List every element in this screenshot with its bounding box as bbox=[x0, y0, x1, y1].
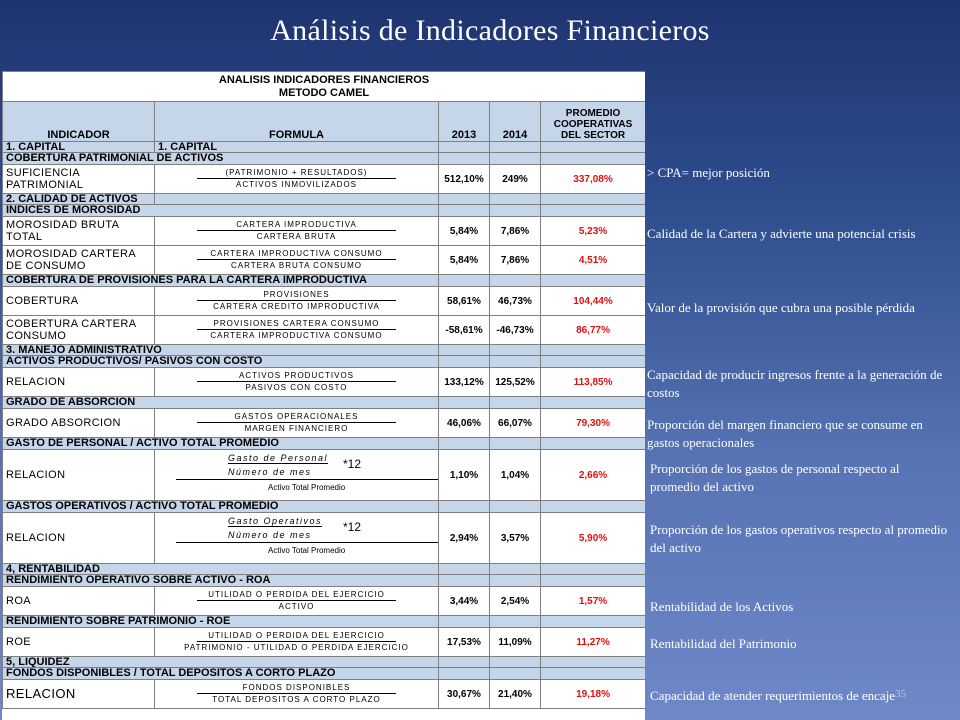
value-2014: 1,04% bbox=[490, 450, 541, 501]
section-calidad: 2. CALIDAD DE ACTIVOS bbox=[3, 194, 155, 205]
formula-cell bbox=[155, 246, 439, 275]
indicator-name: RELACION bbox=[3, 513, 155, 564]
col-header-2014: 2014 bbox=[490, 102, 541, 142]
col-header-promedio: PROMEDIO COOPERATIVAS DEL SECTOR bbox=[541, 102, 646, 142]
indicator-name: GRADO ABSORCION bbox=[3, 409, 155, 438]
camel-table-sheet bbox=[2, 71, 645, 720]
value-promedio: 5,90% bbox=[541, 513, 646, 564]
section-liquidez: 5, LIQUIDEZ bbox=[3, 657, 439, 668]
value-2014: 21,40% bbox=[490, 680, 541, 709]
value-2014: 7,86% bbox=[490, 217, 541, 246]
note-liquidez: Capacidad de atender requerimientos de encaje bbox=[650, 688, 896, 703]
col-header-2013: 2013 bbox=[439, 102, 490, 142]
formula-denominator: CARTERA IMPRODUCTIVA CONSUMO bbox=[210, 331, 383, 340]
formula-cell bbox=[155, 165, 439, 194]
formula-cell bbox=[155, 316, 439, 345]
formula-numerator: UTILIDAD O PERDIDA DEL EJERCICIO bbox=[208, 631, 385, 640]
value-promedio: 2,66% bbox=[541, 450, 646, 501]
camel-table bbox=[2, 71, 645, 709]
indicator-name: COBERTURA CARTERA CONSUMO bbox=[3, 316, 155, 345]
value-2014: 11,09% bbox=[490, 628, 541, 657]
formula-denominator: PASIVOS CON COSTO bbox=[245, 383, 348, 392]
note-gasto-personal: Proporción de los gastos de personal respecto al promedio del activo bbox=[650, 461, 900, 494]
value-2014: 7,86% bbox=[490, 246, 541, 275]
indicator-name: RELACION bbox=[3, 368, 155, 397]
value-2013: 512,10% bbox=[439, 165, 490, 194]
value-2013: 3,44% bbox=[439, 587, 490, 616]
note-provisiones: Valor de la provisión que cubra una posible pérdida bbox=[647, 300, 915, 315]
note-capital: > CPA= mejor posición bbox=[647, 165, 770, 180]
value-promedio: 113,85% bbox=[541, 368, 646, 397]
formula-numerator: PROVISIONES bbox=[263, 290, 330, 299]
value-2013: 133,12% bbox=[439, 368, 490, 397]
formula-cell bbox=[155, 409, 439, 438]
value-2013: 30,67% bbox=[439, 680, 490, 709]
value-promedio: 337,08% bbox=[541, 165, 646, 194]
col-header-indicador: INDICADOR bbox=[3, 102, 155, 142]
indicator-name: MOROSIDAD CARTERA DE CONSUMO bbox=[3, 246, 155, 275]
indicator-name: RELACION bbox=[3, 680, 155, 709]
formula-cell bbox=[155, 513, 439, 564]
group-absorcion: GRADO DE ABSORCION bbox=[3, 397, 439, 409]
formula-months: Número de mes bbox=[228, 467, 312, 477]
formula-numerator: (PATRIMONIO + RESULTADOS) bbox=[225, 168, 368, 177]
formula-cell bbox=[155, 368, 439, 397]
note-gastos-operativos: Proporción de los gastos operativos respecto al promedio del activo bbox=[650, 522, 948, 555]
value-promedio: 104,44% bbox=[541, 287, 646, 316]
value-2013: -58,61% bbox=[439, 316, 490, 345]
formula-cell bbox=[155, 287, 439, 316]
value-2013: 1,10% bbox=[439, 450, 490, 501]
value-2013: 5,84% bbox=[439, 217, 490, 246]
group-provisiones: COBERTURA DE PROVISIONES PARA LA CARTERA IMPRODUCTIVA bbox=[3, 275, 439, 287]
formula-cell bbox=[155, 450, 439, 501]
group-gasto-personal: GASTO DE PERSONAL / ACTIVO TOTAL PROMEDIO bbox=[3, 438, 439, 450]
formula-numerator: Gasto Operativos bbox=[228, 516, 323, 526]
section-rentabilidad: 4, RENTABILIDAD bbox=[3, 564, 439, 575]
indicator-name: ROE bbox=[3, 628, 155, 657]
formula-numerator: UTILIDAD O PERDIDA DEL EJERCICIO bbox=[208, 590, 385, 599]
formula-denominator: TOTAL DEPOSITOS A CORTO PLAZO bbox=[212, 695, 381, 704]
formula-denominator: ACTIVOS INMOVILIZADOS bbox=[235, 180, 357, 189]
value-promedio: 1,57% bbox=[541, 587, 646, 616]
group-roe: RENDIMIENTO SOBRE PATRIMONIO - ROE bbox=[3, 616, 439, 628]
formula-denominator: MARGEN FINANCIERO bbox=[244, 424, 349, 433]
formula-numerator: FONDOS DISPONIBLES bbox=[242, 683, 351, 692]
indicator-name: ROA bbox=[3, 587, 155, 616]
formula-months: Número de mes bbox=[228, 530, 312, 540]
value-2014: 2,54% bbox=[490, 587, 541, 616]
value-promedio: 19,18% bbox=[541, 680, 646, 709]
formula-numerator: CARTERA IMPRODUCTIVA bbox=[236, 220, 357, 229]
formula-denominator: Activo Total Promedio bbox=[268, 546, 346, 555]
group-cobertura-patrimonial: COBERTURA PATRIMONIAL DE ACTIVOS bbox=[3, 153, 439, 165]
value-2014: 249% bbox=[490, 165, 541, 194]
formula-cell bbox=[155, 628, 439, 657]
page-number: 35 bbox=[895, 688, 906, 700]
formula-denominator: PATRIMONIO - UTILIDAD O PERDIDA EJERCICIO bbox=[184, 643, 409, 652]
section-capital: 1. CAPITAL bbox=[3, 142, 155, 153]
value-promedio: 5,23% bbox=[541, 217, 646, 246]
formula-numerator: Gasto de Personal bbox=[228, 453, 329, 463]
formula-denominator: Activo Total Promedio bbox=[268, 483, 346, 492]
value-2013: 5,84% bbox=[439, 246, 490, 275]
note-roe: Rentabilidad del Patrimonio bbox=[650, 636, 797, 651]
value-2013: 46,06% bbox=[439, 409, 490, 438]
indicator-name: COBERTURA bbox=[3, 287, 155, 316]
group-gastos-operativos: GASTOS OPERATIVOS / ACTIVO TOTAL PROMEDIO bbox=[3, 501, 439, 513]
formula-numerator: CARTERA IMPRODUCTIVA CONSUMO bbox=[210, 249, 383, 258]
col-header-formula: FORMULA bbox=[155, 102, 439, 142]
value-promedio: 79,30% bbox=[541, 409, 646, 438]
value-promedio: 11,27% bbox=[541, 628, 646, 657]
section-capital-formula: 1. CAPITAL bbox=[155, 142, 439, 153]
note-activos-productivos: Capacidad de producir ingresos frente a la generación de costos bbox=[647, 367, 943, 400]
group-activos-productivos: ACTIVOS PRODUCTIVOS/ PASIVOS CON COSTO bbox=[3, 356, 439, 368]
table-subheading: METODO CAMEL bbox=[3, 87, 646, 102]
group-morosidad: INDICES DE MOROSIDAD bbox=[3, 205, 439, 217]
slide-title: Análisis de Indicadores Financieros bbox=[270, 14, 710, 47]
formula-denominator: CARTERA BRUTA bbox=[256, 232, 337, 241]
value-2014: 3,57% bbox=[490, 513, 541, 564]
group-roa: RENDIMIENTO OPERATIVO SOBRE ACTIVO - ROA bbox=[3, 575, 439, 587]
note-morosidad: Calidad de la Cartera y advierte una potencial crisis bbox=[647, 226, 916, 241]
value-2014: 46,73% bbox=[490, 287, 541, 316]
value-2013: 17,53% bbox=[439, 628, 490, 657]
formula-cell bbox=[155, 587, 439, 616]
value-2013: 58,61% bbox=[439, 287, 490, 316]
formula-denominator: CARTERA BRUTA CONSUMO bbox=[231, 261, 362, 270]
value-promedio: 86,77% bbox=[541, 316, 646, 345]
value-2013: 2,94% bbox=[439, 513, 490, 564]
indicator-name: MOROSIDAD BRUTA TOTAL bbox=[3, 217, 155, 246]
formula-numerator: GASTOS OPERACIONALES bbox=[234, 412, 359, 421]
formula-numerator: PROVISIONES CARTERA CONSUMO bbox=[213, 319, 380, 328]
indicator-name: RELACION bbox=[3, 450, 155, 501]
formula-denominator: CARTERA CREDITO IMPRODUCTIVA bbox=[213, 302, 380, 311]
value-2014: 125,52% bbox=[490, 368, 541, 397]
value-promedio: 4,51% bbox=[541, 246, 646, 275]
formula-numerator: ACTIVOS PRODUCTIVOS bbox=[238, 371, 354, 380]
indicator-name: SUFICIENCIA PATRIMONIAL bbox=[3, 165, 155, 194]
note-absorcion: Proporción del margen financiero que se consume en gastos operacionales bbox=[647, 417, 923, 450]
formula-multiplier: *12 bbox=[343, 457, 362, 471]
value-2014: 66,07% bbox=[490, 409, 541, 438]
table-heading: ANALISIS INDICADORES FINANCIEROS bbox=[3, 72, 646, 88]
formula-cell bbox=[155, 217, 439, 246]
formula-cell bbox=[155, 680, 439, 709]
formula-denominator: ACTIVO bbox=[278, 602, 315, 611]
group-fondos: FONDOS DISPONIBLES / TOTAL DEPOSITOS A CORTO PLAZO bbox=[3, 668, 439, 680]
note-roa: Rentabilidad de los Activos bbox=[650, 599, 794, 614]
section-manejo: 3. MANEJO ADMINISTRATIVO bbox=[3, 345, 439, 356]
value-2014: -46,73% bbox=[490, 316, 541, 345]
formula-multiplier: *12 bbox=[343, 520, 362, 534]
